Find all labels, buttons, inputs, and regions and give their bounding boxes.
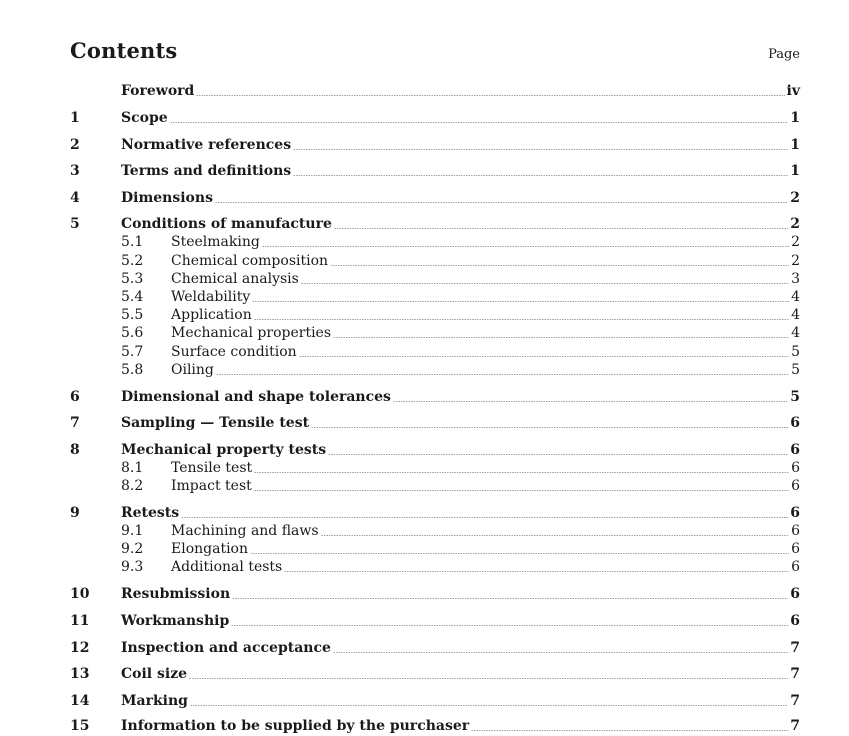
section-title-link[interactable]: Chemical composition [171, 253, 329, 269]
dot-leader [293, 175, 788, 176]
section-title-link[interactable]: Machining and flaws [171, 523, 319, 539]
page-title: Contents [70, 38, 178, 63]
section-title-link[interactable]: Retests [121, 505, 180, 521]
section-title-link[interactable]: Oiling [171, 362, 214, 378]
page-number: 6 [790, 442, 800, 458]
page-number: 6 [791, 523, 800, 539]
section-title-link[interactable]: Conditions of manufacture [121, 216, 332, 232]
page-number: 7 [790, 640, 800, 656]
section-number: 15 [70, 718, 90, 734]
section-number: 5.5 [121, 307, 144, 323]
page-number: 6 [791, 559, 800, 575]
section-number: 3 [70, 163, 80, 179]
section-title-link[interactable]: Tensile test [171, 460, 253, 476]
section-title-link[interactable]: Elongation [171, 541, 248, 557]
dot-leader [216, 374, 789, 375]
dot-leader [189, 678, 788, 679]
page-number: 5 [790, 389, 800, 405]
dot-leader [328, 454, 788, 455]
toc-entry[interactable] [70, 692, 800, 710]
dot-leader [293, 149, 788, 150]
dot-leader [254, 472, 789, 473]
toc-entry[interactable] [70, 639, 800, 657]
page-number: 3 [791, 271, 800, 287]
toc-entry[interactable] [70, 665, 800, 683]
section-title-link[interactable]: Mechanical properties [171, 325, 332, 341]
dot-leader [330, 265, 789, 266]
toc-subentry[interactable] [70, 522, 800, 540]
page-number: 1 [790, 163, 800, 179]
dot-leader [333, 337, 789, 338]
section-title-link[interactable]: Workmanship [121, 613, 230, 629]
toc-subentry[interactable] [70, 558, 800, 576]
toc-entry[interactable] [70, 136, 800, 154]
section-number: 8.2 [121, 478, 144, 494]
section-number: 5.6 [121, 325, 144, 341]
toc-entry[interactable] [70, 441, 800, 459]
section-title-link[interactable]: Resubmission [121, 586, 231, 602]
contents-header [70, 38, 800, 68]
page-number: 2 [791, 234, 800, 250]
section-title-link[interactable]: Steelmaking [171, 234, 260, 250]
page-number: 1 [790, 137, 800, 153]
dot-leader [321, 535, 790, 536]
toc-subentry[interactable] [70, 540, 800, 558]
toc-entry[interactable] [70, 717, 800, 735]
section-title-link[interactable]: Chemical analysis [171, 271, 299, 287]
section-title-link[interactable]: Additional tests [171, 559, 283, 575]
section-title-link[interactable]: Sampling — Tensile test [121, 415, 310, 431]
toc-subentry[interactable] [70, 288, 800, 306]
toc-subentry[interactable] [70, 252, 800, 270]
toc-entry[interactable] [70, 612, 800, 630]
toc-entry[interactable] [70, 82, 800, 100]
section-number: 5.8 [121, 362, 144, 378]
dot-leader [393, 401, 788, 402]
dot-leader [170, 122, 789, 123]
section-title-link[interactable]: Application [171, 307, 252, 323]
dot-leader [254, 490, 789, 491]
toc-subentry[interactable] [70, 361, 800, 379]
section-number: 11 [70, 613, 90, 629]
toc-entry[interactable] [70, 504, 800, 522]
section-number: 9 [70, 505, 80, 521]
page-number: 6 [790, 505, 800, 521]
toc-subentry[interactable] [70, 459, 800, 477]
dot-leader [284, 571, 789, 572]
dot-leader [196, 95, 784, 96]
section-number: 8.1 [121, 460, 144, 476]
section-number: 7 [70, 415, 80, 431]
dot-leader [232, 598, 788, 599]
toc-subentry[interactable] [70, 306, 800, 324]
section-title-link[interactable]: Weldability [171, 289, 251, 305]
page-number: 4 [791, 307, 800, 323]
toc-entry[interactable] [70, 585, 800, 603]
page-number: 1 [790, 110, 800, 126]
page-column-label: Page [768, 47, 800, 62]
section-title-link[interactable]: Coil size [121, 666, 188, 682]
section-title-link[interactable]: Mechanical property tests [121, 442, 327, 458]
dot-leader [333, 652, 788, 653]
section-title-link[interactable]: Inspection and acceptance [121, 640, 331, 656]
section-number: 5.7 [121, 344, 144, 360]
page-number: 7 [790, 693, 800, 709]
section-number: 14 [70, 693, 90, 709]
page-number: 4 [791, 289, 800, 305]
page-number: 2 [790, 216, 800, 232]
page-number: 6 [790, 415, 800, 431]
toc-subentry[interactable] [70, 270, 800, 288]
section-number: 10 [70, 586, 90, 602]
section-number: 9.3 [121, 559, 144, 575]
dot-leader [215, 202, 788, 203]
page-number: 6 [791, 478, 800, 494]
dot-leader [299, 356, 789, 357]
dot-leader [334, 228, 788, 229]
section-number: 5.1 [121, 234, 144, 250]
page-number: 5 [791, 362, 800, 378]
toc-entry[interactable] [70, 414, 800, 432]
toc-subentry[interactable] [70, 324, 800, 342]
section-number: 13 [70, 666, 90, 682]
page-number: 5 [791, 344, 800, 360]
section-number: 2 [70, 137, 80, 153]
dot-leader [252, 301, 789, 302]
page-number: 2 [790, 190, 800, 206]
page-number: 7 [790, 718, 800, 734]
page-number: 7 [790, 666, 800, 682]
section-number: 5.4 [121, 289, 144, 305]
section-number: 9.1 [121, 523, 144, 539]
section-title-link[interactable]: Surface condition [171, 344, 297, 360]
page-number: 6 [791, 541, 800, 557]
dot-leader [254, 319, 789, 320]
section-title-link[interactable]: Terms and definitions [121, 163, 292, 179]
toc-entry[interactable] [70, 215, 800, 233]
dot-leader [311, 427, 788, 428]
page-number: iv [786, 83, 800, 99]
section-number: 9.2 [121, 541, 144, 557]
section-number: 5.2 [121, 253, 144, 269]
section-number: 5 [70, 216, 80, 232]
dot-leader [181, 517, 788, 518]
dot-leader [262, 246, 789, 247]
dot-leader [190, 705, 788, 706]
section-title-link[interactable]: Dimensional and shape tolerances [121, 389, 391, 405]
toc-subentry[interactable] [70, 343, 800, 361]
page-number: 6 [790, 613, 800, 629]
section-title-link[interactable]: Information to be supplied by the purchaser [121, 718, 470, 734]
page-number: 6 [791, 460, 800, 476]
toc-subentry[interactable] [70, 477, 800, 495]
toc-entry[interactable] [70, 388, 800, 406]
dot-leader [471, 730, 788, 731]
toc-subentry[interactable] [70, 233, 800, 251]
toc-entry[interactable] [70, 109, 800, 127]
section-title-link[interactable]: Normative references [121, 137, 292, 153]
page-number: 6 [790, 586, 800, 602]
section-title-link[interactable]: Foreword [121, 83, 195, 99]
toc-entry[interactable] [70, 189, 800, 207]
section-number: 4 [70, 190, 80, 206]
page-number: 4 [791, 325, 800, 341]
section-number: 6 [70, 389, 80, 405]
section-title-link[interactable]: Impact test [171, 478, 252, 494]
page-number: 2 [791, 253, 800, 269]
toc-entry[interactable] [70, 162, 800, 180]
section-number: 5.3 [121, 271, 144, 287]
dot-leader [250, 553, 789, 554]
dot-leader [301, 283, 789, 284]
dot-leader [231, 625, 788, 626]
section-number: 8 [70, 442, 80, 458]
section-title-link[interactable]: Marking [121, 693, 188, 709]
section-title-link[interactable]: Dimensions [121, 190, 213, 206]
section-number: 12 [70, 640, 90, 656]
section-title-link[interactable]: Scope [121, 110, 168, 126]
section-number: 1 [70, 110, 80, 126]
